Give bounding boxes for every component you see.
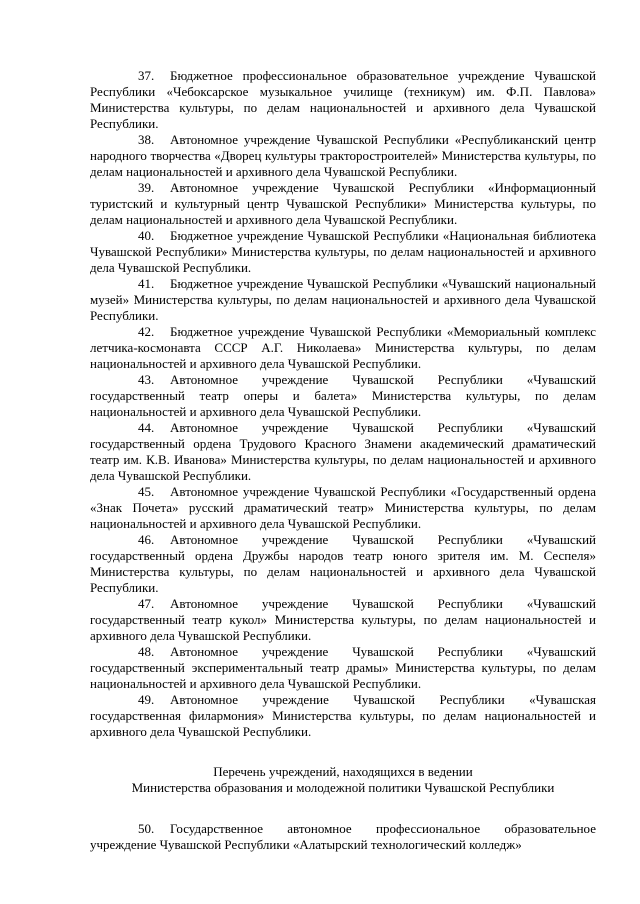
list-item [90,372,596,420]
institution-list [90,68,596,740]
item-number: 48. [138,644,155,659]
section-heading [90,764,596,796]
item-number: 50. [138,821,155,836]
list-item [90,692,596,740]
list-item [90,324,596,372]
item-number: 46. [138,532,155,547]
item-text: Бюджетное учреждение Чувашской Республики «Мемориальный комплекс летчика-космонавта СССР А.Г. Николаева» Министерства культуры, по делам национальностей и архивного дела Чувашской Республики. [90,324,596,371]
item-number: 37. [138,68,155,83]
item-text: Автономное учреждение Чувашской Республики «Чувашский государственный театр кукол» Министерства культуры, по делам национальностей и архивного дела Чувашской Республики. [90,596,596,643]
item-number: 42. [138,324,155,339]
item-text: Бюджетное учреждение Чувашской Республики «Национальная библиотека Чувашской Республики» Министерства культуры, по делам национальностей и архивного дела Чувашской Республики. [90,228,596,275]
item-text: Автономное учреждение Чувашской Республики «Информационный туристский и культурный центр Чувашской Республики» Министерства культуры, по делам национальностей и архивного дела Чувашской Республики. [90,180,596,227]
item-text: Автономное учреждение Чувашской Республики «Чувашский государственный ордена Трудового Красного Знамени академический драматический театр им. К.В. Иванова» Министерства культуры, по делам национальностей и архивного дела Чувашской Республики. [90,420,596,483]
list-item [90,596,596,644]
list-item [90,276,596,324]
item-text: Автономное учреждение Чувашской Республики «Чувашский государственный ордена Дружбы народов театр юного зрителя им. М. Сеспеля» Министерства культуры, по делам национальностей и архивного дела Чувашской Республики. [90,532,596,595]
list-item [90,420,596,484]
item-number: 47. [138,596,155,611]
item-number: 45. [138,484,155,499]
item-number: 38. [138,132,155,147]
item-text: Автономное учреждение Чувашской Республики «Чувашский государственный театр оперы и балета» Министерства культуры, по делам национальностей и архивного дела Чувашской Республики. [90,372,596,419]
list-item [90,68,596,132]
item-number: 43. [138,372,155,387]
item-text: Бюджетное профессиональное образовательное учреждение Чувашской Республики «Чебоксарское музыкальное училище (техникум) им. Ф.П. Павлова» Министерства культуры, по делам национальностей и архивного дела Чувашской Республики. [90,68,596,131]
item-text: Автономное учреждение Чувашской Республики «Государственный ордена «Знак Почета» русский драматический театр» Министерства культуры, по делам национальностей и архивного дела Чувашской Республики. [90,484,596,531]
item-text: Автономное учреждение Чувашской Республики «Чувашская государственная филармония» Министерства культуры, по делам национальностей и архивного дела Чувашской Республики. [90,692,596,739]
list-item [90,228,596,276]
item-text: Автономное учреждение Чувашской Республики «Республиканский центр народного творчества «Дворец культуры тракторостроителей» Министерства культуры, по делам национальностей и архивного дела Чувашской Республики. [90,132,596,179]
item-text: Государственное автономное профессиональное образовательное учреждение Чувашской Республики «Алатырский технологический колледж» [90,821,596,852]
list-item-final [90,821,596,853]
list-item [90,180,596,228]
item-number: 41. [138,276,155,291]
list-item [90,484,596,532]
item-text: Бюджетное учреждение Чувашской Республики «Чувашский национальный музей» Министерства культуры, по делам национальностей и архивного дела Чувашской Республики. [90,276,596,323]
list-item [90,644,596,692]
item-number: 40. [138,228,155,243]
section-heading-line-2: Министерства образования и молодежной политики Чувашской Республики [131,780,555,795]
item-number: 44. [138,420,155,435]
list-item [90,132,596,180]
section-heading-line-1: Перечень учреждений, находящихся в ведении [213,764,473,779]
item-text: Автономное учреждение Чувашской Республики «Чувашский государственный экспериментальный театр драмы» Министерства культуры, по делам национальностей и архивного дела Чувашской Республики. [90,644,596,691]
item-number: 49. [138,692,155,707]
list-item [90,532,596,596]
item-number: 39. [138,180,155,195]
